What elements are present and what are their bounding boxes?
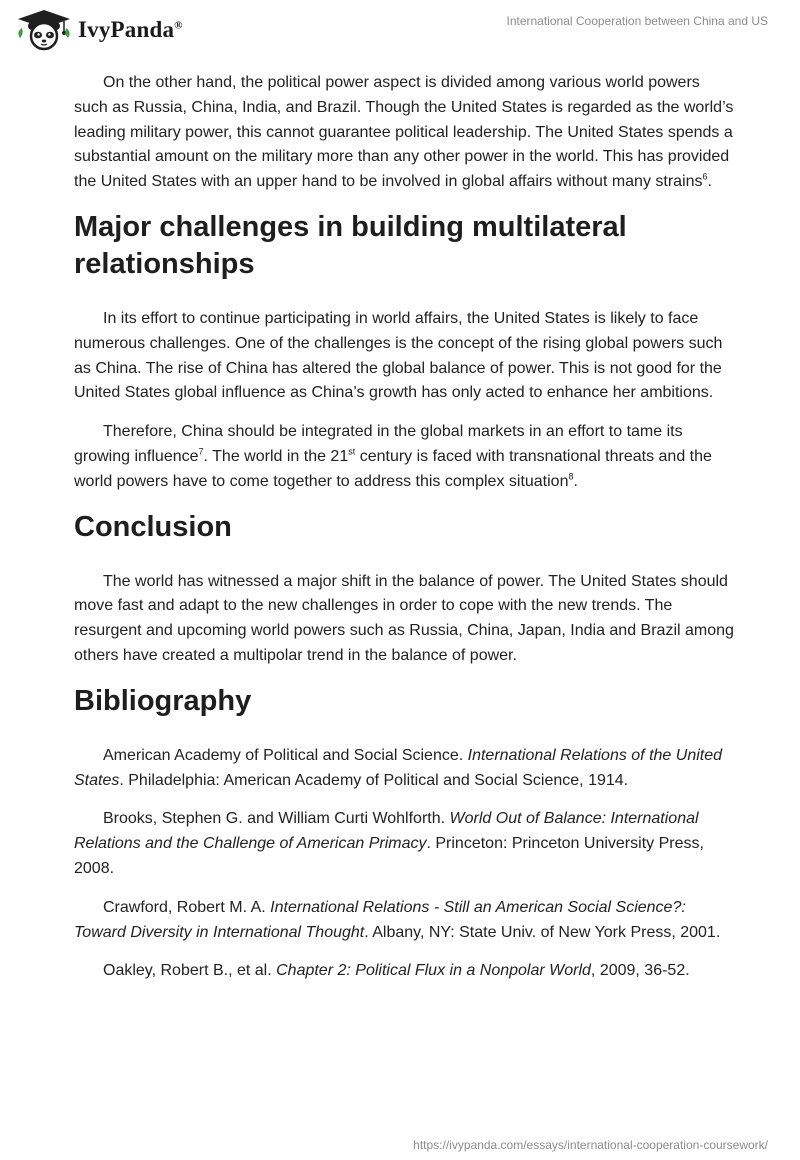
bibliography-entry: Brooks, Stephen G. and William Curti Wohlforth. World Out of Balance: International Relations and the Challenge of American Primacy. Princeton: Princeton University Press, 2008. [74, 810, 704, 877]
registered-mark: ® [174, 19, 183, 32]
body-paragraph: In its effort to continue participating in world affairs, the United States is likely to face numerous challenges. One of the challenges is the concept of the rising global powers such as China. The rise of China has altered the global balance of power. This is not good for the United States global influence as China’s growth has only acted to enhance her ambitions. [74, 309, 723, 402]
footnote-ref[interactable]: 8 [568, 471, 574, 482]
body-paragraph: On the other hand, the political power aspect is divided among various world powers such as Russia, China, India, and Brazil. Though the United States is regarded as the world’s leading military power, this cannot guarantee political leadership. The United States spends a substantial amount on the military more than any other power in the world. This has provided the United States with an upper hand to be involved in global affairs without many strains$^6$. [74, 74, 734, 191]
section-heading-bibliography: Bibliography [74, 684, 252, 717]
bibliography-entry: Oakley, Robert B., et al. Chapter 2: Political Flux in a Nonpolar World, 2009, 36-52. [103, 962, 690, 980]
source-url[interactable]: https://ivypanda.com/essays/international-cooperation-coursework/ [413, 1138, 768, 1152]
panda-graduate-icon [16, 8, 72, 52]
footnote-ref[interactable]: 6 [702, 171, 708, 182]
body-paragraph: Therefore, China should be integrated in the global markets in an effort to tame its growing influence$^7$. The world in the 21st century is faced with transnational threats and the world powers have to come together to address this complex situation$^8$. [74, 423, 712, 490]
footnote-ref[interactable]: 7 [198, 446, 204, 457]
brand-name: IvyPanda® [78, 17, 183, 42]
document-title: International Cooperation between China and US [506, 14, 768, 28]
bibliography-entry: Crawford, Robert M. A. International Relations - Still an American Social Science?: Toward Diversity in International Thought. Albany, NY: State Univ. of New York Press, 2001. [74, 898, 721, 941]
section-heading-conclusion: Conclusion [74, 510, 232, 543]
ivypanda-logo[interactable] [16, 8, 183, 52]
ordinal-suffix: st [348, 446, 356, 457]
section-heading-challenges: Major challenges in building multilateral relationships [74, 210, 627, 280]
bibliography-entry: American Academy of Political and Social Science. International Relations of the United States. Philadelphia: American Academy of Political and Social Science, 1914. [74, 746, 723, 789]
body-paragraph: The world has witnessed a major shift in the balance of power. The United States should move fast and adapt to the new challenges in order to cope with the new trends. The resurgent and upcoming world powers such as Russia, China, Japan, India and Brazil among others have created a multipolar trend in the balance of power. [74, 572, 734, 664]
essay-content [74, 71, 734, 998]
page-header [0, 0, 800, 66]
